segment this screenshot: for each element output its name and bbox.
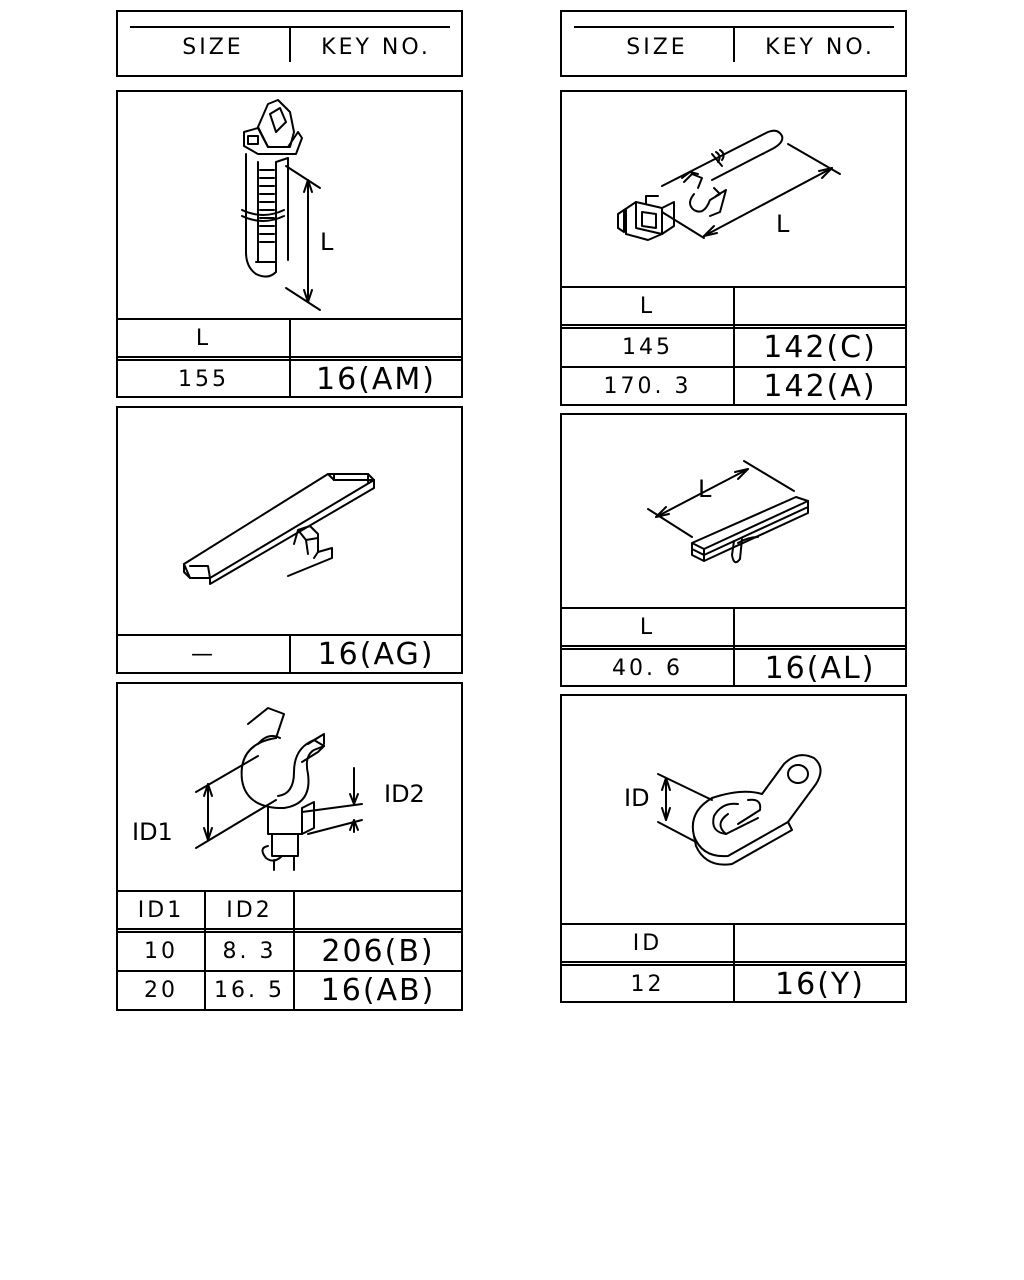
row-value-l: 155	[178, 366, 229, 392]
col-header-id2: ID2	[226, 897, 273, 923]
row1-value-id1: 10	[144, 938, 178, 964]
dim-label-l: L	[320, 228, 334, 256]
dim-label-l: L	[776, 210, 790, 238]
dim-label-id2: ID2	[384, 780, 425, 808]
flat-band-illustration	[562, 415, 905, 609]
key-no-header-label: KEY NO.	[321, 34, 431, 60]
panel-wide-clip-tie	[116, 90, 463, 398]
row-key-no: 16(AL)	[764, 650, 876, 686]
cable-tie-illustration	[562, 92, 905, 286]
col-header-id: ID	[632, 930, 663, 956]
dim-label-id1: ID1	[132, 818, 173, 846]
panel-flat-clamp-strip	[116, 406, 463, 674]
col-header-id1: ID1	[137, 897, 185, 923]
panel-flat-band-clip	[560, 413, 907, 687]
flat-clamp-illustration	[118, 408, 461, 634]
right-header-box	[560, 10, 907, 77]
row1-value-id2: 8. 3	[222, 938, 277, 964]
row1-value-l: 145	[622, 334, 673, 360]
row1-key-no: 206(B)	[321, 933, 435, 969]
col-header-l: L	[639, 293, 656, 319]
row-key-no: 16(AM)	[316, 361, 436, 397]
dim-label-l: L	[698, 475, 712, 503]
row2-value-id2: 16. 5	[214, 977, 285, 1003]
row-value-l: 40. 6	[612, 655, 683, 681]
row-key-no: 16(AG)	[317, 636, 435, 672]
row-key-no: 16(Y)	[775, 966, 865, 1002]
panel-cable-tie-with-clip	[560, 90, 907, 406]
left-header-box	[116, 10, 463, 77]
col-header-l: L	[639, 614, 656, 640]
dim-label-id: ID	[624, 784, 650, 812]
row1-key-no: 142(C)	[763, 329, 877, 365]
row-value-none: —	[191, 641, 216, 667]
row2-value-l: 170. 3	[603, 373, 692, 399]
size-header-label: SIZE	[182, 34, 244, 60]
p-clamp-illustration	[562, 696, 905, 924]
row2-key-no: 16(AB)	[320, 972, 436, 1008]
panel-double-pipe-clip	[116, 682, 463, 1011]
pipe-clip-illustration	[118, 684, 461, 890]
row-value-id: 12	[630, 971, 665, 997]
key-no-header-label: KEY NO.	[765, 34, 875, 60]
clip-tie-illustration	[118, 92, 461, 320]
row2-key-no: 142(A)	[763, 368, 877, 404]
row2-value-id1: 20	[144, 977, 178, 1003]
size-header-label: SIZE	[626, 34, 688, 60]
panel-p-clamp	[560, 694, 907, 1003]
col-header-l: L	[195, 325, 212, 351]
